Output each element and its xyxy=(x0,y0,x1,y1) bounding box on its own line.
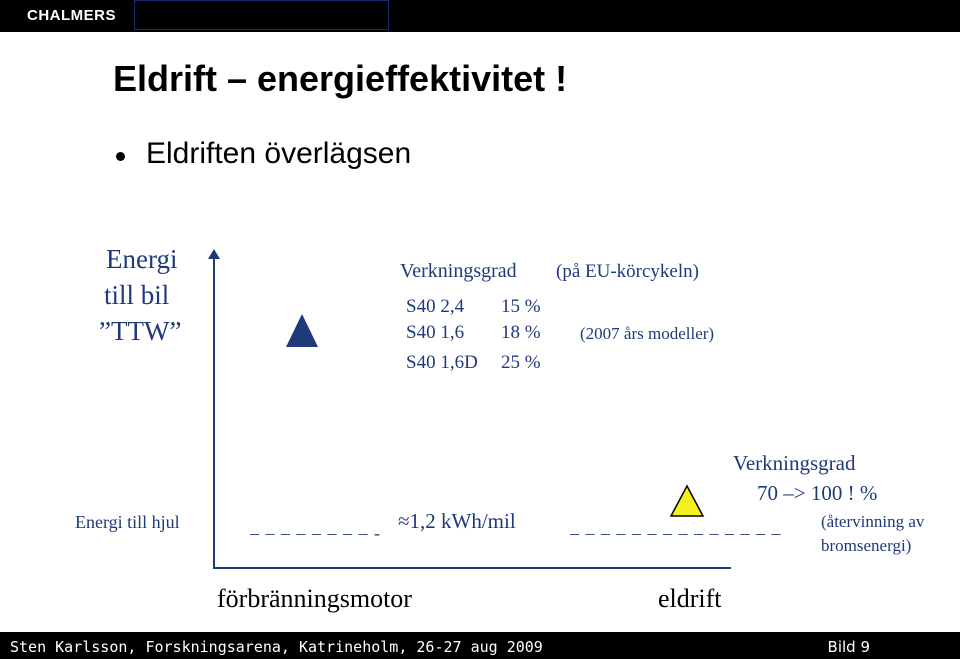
header-frame xyxy=(134,0,389,30)
bullet-icon xyxy=(116,152,125,161)
electric-triangle-icon xyxy=(669,484,705,523)
wheel-label: Energi till hjul xyxy=(75,512,180,532)
header-bar xyxy=(0,0,960,32)
electric-efficiency-heading: Verkningsgrad xyxy=(733,451,856,475)
model-value: 18 % xyxy=(501,322,541,343)
slide-number: Bild 9 xyxy=(827,638,870,656)
y-axis xyxy=(213,258,215,569)
model-name: S40 1,6 xyxy=(406,322,465,343)
model-name: S40 2,4 xyxy=(406,296,465,317)
y-label-line1: Energi xyxy=(106,244,178,274)
efficiency-heading: Verkningsgrad xyxy=(400,260,517,282)
model-value: 15 % xyxy=(501,296,541,317)
x-axis xyxy=(213,567,731,569)
efficiency-cycle: (på EU-körcykeln) xyxy=(556,261,699,282)
regen-note-line2: bromsenergi) xyxy=(821,536,912,555)
chalmers-logo: CHALMERS xyxy=(27,7,116,24)
y-label-line3: ”TTW” xyxy=(99,316,182,346)
y-label-line2: till bil xyxy=(104,280,170,310)
footer-bar xyxy=(0,632,960,659)
dashed-line-right: – – – – – – – – – – – – – – xyxy=(570,523,782,543)
combustion-triangle-icon xyxy=(286,314,318,347)
electric-efficiency-value: 70 –> 100 ! % xyxy=(757,481,878,505)
regen-note-line1: (återvinning av xyxy=(821,512,925,531)
model-name: S40 1,6D xyxy=(406,352,478,373)
slide-title: Eldrift – energieffektivitet ! xyxy=(113,58,568,99)
footer-author: Sten Karlsson, Forskningsarena, Katrineholm, 26-27 aug 2009 xyxy=(10,638,543,656)
x-label-combustion: förbränningsmotor xyxy=(217,584,412,613)
x-label-electric: eldrift xyxy=(658,584,722,613)
dashed-line-left: – – – – – – – – - xyxy=(250,523,381,543)
wheel-energy-value: ≈1,2 kWh/mil xyxy=(398,509,516,533)
models-note: (2007 års modeller) xyxy=(580,324,715,343)
model-value: 25 % xyxy=(501,352,541,373)
bullet-text: Eldriften överlägsen xyxy=(146,137,412,170)
